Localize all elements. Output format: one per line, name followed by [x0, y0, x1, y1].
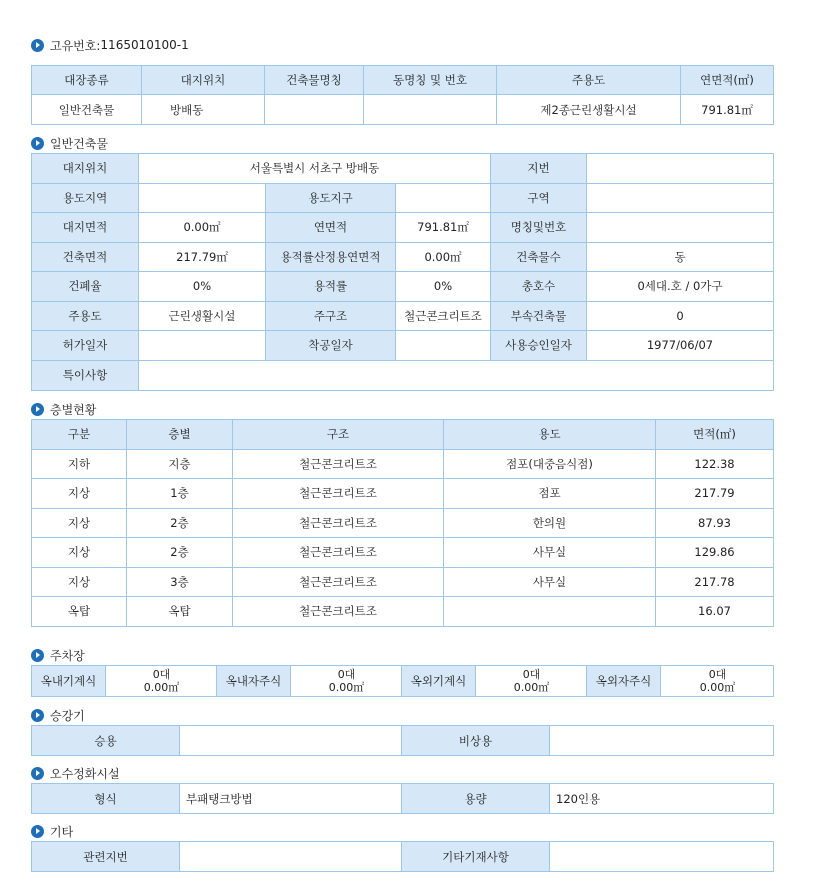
table-row	[32, 479, 774, 509]
sewage-capacity-label: 용량	[402, 784, 550, 814]
floor-cell: 3층	[127, 567, 233, 597]
floor-cell: 철근콘크리트조	[233, 479, 444, 509]
summary-header-row	[32, 66, 774, 95]
table-row	[32, 597, 774, 627]
floor-cell: 1층	[127, 479, 233, 509]
general-row	[32, 183, 774, 213]
floor-cell: 지층	[127, 449, 233, 479]
floor-cell: 지상	[32, 567, 127, 597]
start-value	[396, 331, 491, 361]
total-floor-value: 791.81㎡	[396, 213, 491, 243]
summary-header: 건축물명칭	[265, 66, 364, 95]
approval-label: 사용승인일자	[491, 331, 587, 361]
outdoor-self-value	[661, 666, 774, 697]
section-title: 기타	[50, 824, 74, 839]
sewage-type-label: 형식	[32, 784, 180, 814]
sewage-row	[32, 784, 774, 814]
general-row	[32, 154, 774, 184]
floor-header: 층별	[127, 420, 233, 450]
elevator-table	[31, 725, 774, 756]
floor-cell: 철근콘크리트조	[233, 567, 444, 597]
floor-cell: 지상	[32, 538, 127, 568]
general-row	[32, 301, 774, 331]
floor-cell: 한의원	[444, 508, 656, 538]
structure-value: 철근콘크리트조	[396, 301, 491, 331]
floor-header: 구조	[233, 420, 444, 450]
building-area-label: 건축면적	[32, 242, 139, 272]
bullet-arrow-icon	[31, 825, 44, 838]
floor-header: 용도	[444, 420, 656, 450]
floor-status-table	[31, 419, 774, 627]
floor-cell: 점포	[444, 479, 656, 509]
etc-table	[31, 841, 774, 872]
floor-cell: 122.38	[656, 449, 774, 479]
summary-cell: 791.81㎡	[681, 95, 774, 125]
site-value: 서울특별시 서초구 방배동	[139, 154, 491, 184]
permit-label: 허가일자	[32, 331, 139, 361]
floor-cell: 옥탑	[127, 597, 233, 627]
floor-cell: 2층	[127, 508, 233, 538]
general-building-heading	[31, 135, 108, 151]
parking-count: 0대	[708, 668, 727, 681]
area-value	[587, 183, 774, 213]
related-lot-label: 관련지번	[32, 842, 180, 872]
lot-label: 지번	[491, 154, 587, 184]
structure-label: 주구조	[266, 301, 396, 331]
summary-header: 동명칭 및 번호	[364, 66, 497, 95]
summary-table	[31, 65, 774, 125]
floor-cell	[444, 597, 656, 627]
total-floor-label: 연면적	[266, 213, 396, 243]
unique-number-value: 1165010100-1	[100, 38, 189, 52]
summary-cell: 방배동	[142, 95, 265, 125]
outdoor-self-label: 옥외자주식	[587, 666, 661, 697]
main-use-value: 근린생활시설	[139, 301, 266, 331]
floor-cell: 지상	[32, 508, 127, 538]
general-row	[32, 360, 774, 390]
indoor-self-value	[291, 666, 402, 697]
other-notes-label: 기타기재사항	[402, 842, 550, 872]
annex-label: 부속건축물	[491, 301, 587, 331]
lot-value	[587, 154, 774, 184]
general-row	[32, 331, 774, 361]
table-row	[32, 449, 774, 479]
parking-table	[31, 665, 774, 697]
building-area-value: 217.79㎡	[139, 242, 266, 272]
general-row	[32, 272, 774, 302]
parking-count: 0대	[522, 668, 541, 681]
floors-value: 동	[587, 242, 774, 272]
outdoor-mechanical-value	[476, 666, 587, 697]
district-value	[396, 183, 491, 213]
table-row	[32, 538, 774, 568]
floor-cell: 철근콘크리트조	[233, 597, 444, 627]
section-title: 주차장	[50, 648, 85, 663]
permit-value	[139, 331, 266, 361]
summary-cell: 제2종근린생활시설	[497, 95, 681, 125]
floor-cell: 지상	[32, 479, 127, 509]
floor-cell: 2층	[127, 538, 233, 568]
parking-area: 0.00㎡	[328, 681, 365, 694]
approval-value: 1977/06/07	[587, 331, 774, 361]
summary-header: 연면적(㎡)	[681, 66, 774, 95]
units-label: 총호수	[491, 272, 587, 302]
far-area-label: 용적률산정용연면적	[266, 242, 396, 272]
indoor-mechanical-label: 옥내기계식	[32, 666, 106, 697]
other-notes-value	[550, 842, 774, 872]
unique-number-label: 고유번호:	[50, 38, 101, 53]
parking-area: 0.00㎡	[699, 681, 736, 694]
far-area-value: 0.00㎡	[396, 242, 491, 272]
parking-heading	[31, 647, 85, 663]
floor-cell: 철근콘크리트조	[233, 449, 444, 479]
etc-heading	[31, 823, 73, 839]
summary-cell	[364, 95, 497, 125]
floor-header: 면적(㎡)	[656, 420, 774, 450]
units-value: 0세대.호 / 0가구	[587, 272, 774, 302]
remarks-value	[139, 360, 774, 390]
summary-cell	[265, 95, 364, 125]
related-lot-value	[180, 842, 402, 872]
emergency-elevator-label: 비상용	[402, 726, 550, 756]
floor-status-heading	[31, 401, 96, 417]
far-value: 0%	[396, 272, 491, 302]
parking-count: 0대	[152, 668, 171, 681]
bcr-label: 건폐율	[32, 272, 139, 302]
floor-cell: 16.07	[656, 597, 774, 627]
site-label: 대지위치	[32, 154, 139, 184]
sewage-capacity-value: 120인용	[550, 784, 774, 814]
floor-cell: 철근콘크리트조	[233, 538, 444, 568]
sewage-heading	[31, 765, 120, 781]
elevator-row	[32, 726, 774, 756]
section-title: 층별현황	[50, 402, 97, 417]
name-value	[587, 213, 774, 243]
indoor-mechanical-value	[106, 666, 217, 697]
general-row	[32, 213, 774, 243]
passenger-elevator-label: 승용	[32, 726, 180, 756]
floor-cell: 사무실	[444, 538, 656, 568]
bullet-arrow-icon	[31, 709, 44, 722]
parking-area: 0.00㎡	[513, 681, 550, 694]
bullet-arrow-icon	[31, 137, 44, 150]
start-label: 착공일자	[266, 331, 396, 361]
bullet-arrow-icon	[31, 767, 44, 780]
passenger-elevator-value	[180, 726, 402, 756]
floors-label: 건축물수	[491, 242, 587, 272]
general-building-table	[31, 153, 774, 391]
main-use-label: 주용도	[32, 301, 139, 331]
floor-cell: 87.93	[656, 508, 774, 538]
indoor-self-label: 옥내자주식	[217, 666, 291, 697]
remarks-label: 특이사항	[32, 360, 139, 390]
bullet-arrow-icon	[31, 403, 44, 416]
general-row	[32, 242, 774, 272]
section-title: 일반건축물	[50, 136, 108, 151]
floor-cell: 점포(대중음식점)	[444, 449, 656, 479]
floor-cell: 217.78	[656, 567, 774, 597]
land-area-value: 0.00㎡	[139, 213, 266, 243]
table-row	[32, 567, 774, 597]
floor-cell: 철근콘크리트조	[233, 508, 444, 538]
section-title: 승강기	[50, 708, 85, 723]
floor-cell: 지하	[32, 449, 127, 479]
summary-cell: 일반건축물	[32, 95, 142, 125]
parking-area: 0.00㎡	[143, 681, 180, 694]
section-title: 오수정화시설	[50, 766, 120, 781]
district-label: 용도지구	[266, 183, 396, 213]
annex-value: 0	[587, 301, 774, 331]
summary-header: 대장종류	[32, 66, 142, 95]
emergency-elevator-value	[550, 726, 774, 756]
land-area-label: 대지면적	[32, 213, 139, 243]
summary-header: 주용도	[497, 66, 681, 95]
unique-number-heading	[31, 37, 189, 53]
elevator-heading	[31, 707, 85, 723]
floor-cell: 129.86	[656, 538, 774, 568]
floor-cell: 옥탑	[32, 597, 127, 627]
far-label: 용적률	[266, 272, 396, 302]
outdoor-mechanical-label: 옥외기계식	[402, 666, 476, 697]
bullet-arrow-icon	[31, 39, 44, 52]
zone-label: 용도지역	[32, 183, 139, 213]
floor-cell: 217.79	[656, 479, 774, 509]
summary-row	[32, 95, 774, 125]
bullet-arrow-icon	[31, 649, 44, 662]
parking-count: 0대	[337, 668, 356, 681]
bcr-value: 0%	[139, 272, 266, 302]
sewage-type-value: 부패탱크방법	[180, 784, 402, 814]
floor-header-row	[32, 420, 774, 450]
floor-header: 구분	[32, 420, 127, 450]
summary-header: 대지위치	[142, 66, 265, 95]
sewage-table	[31, 783, 774, 814]
table-row	[32, 508, 774, 538]
name-label: 명칭및번호	[491, 213, 587, 243]
parking-row	[32, 666, 774, 697]
etc-row	[32, 842, 774, 872]
area-label: 구역	[491, 183, 587, 213]
floor-cell: 사무실	[444, 567, 656, 597]
zone-value	[139, 183, 266, 213]
